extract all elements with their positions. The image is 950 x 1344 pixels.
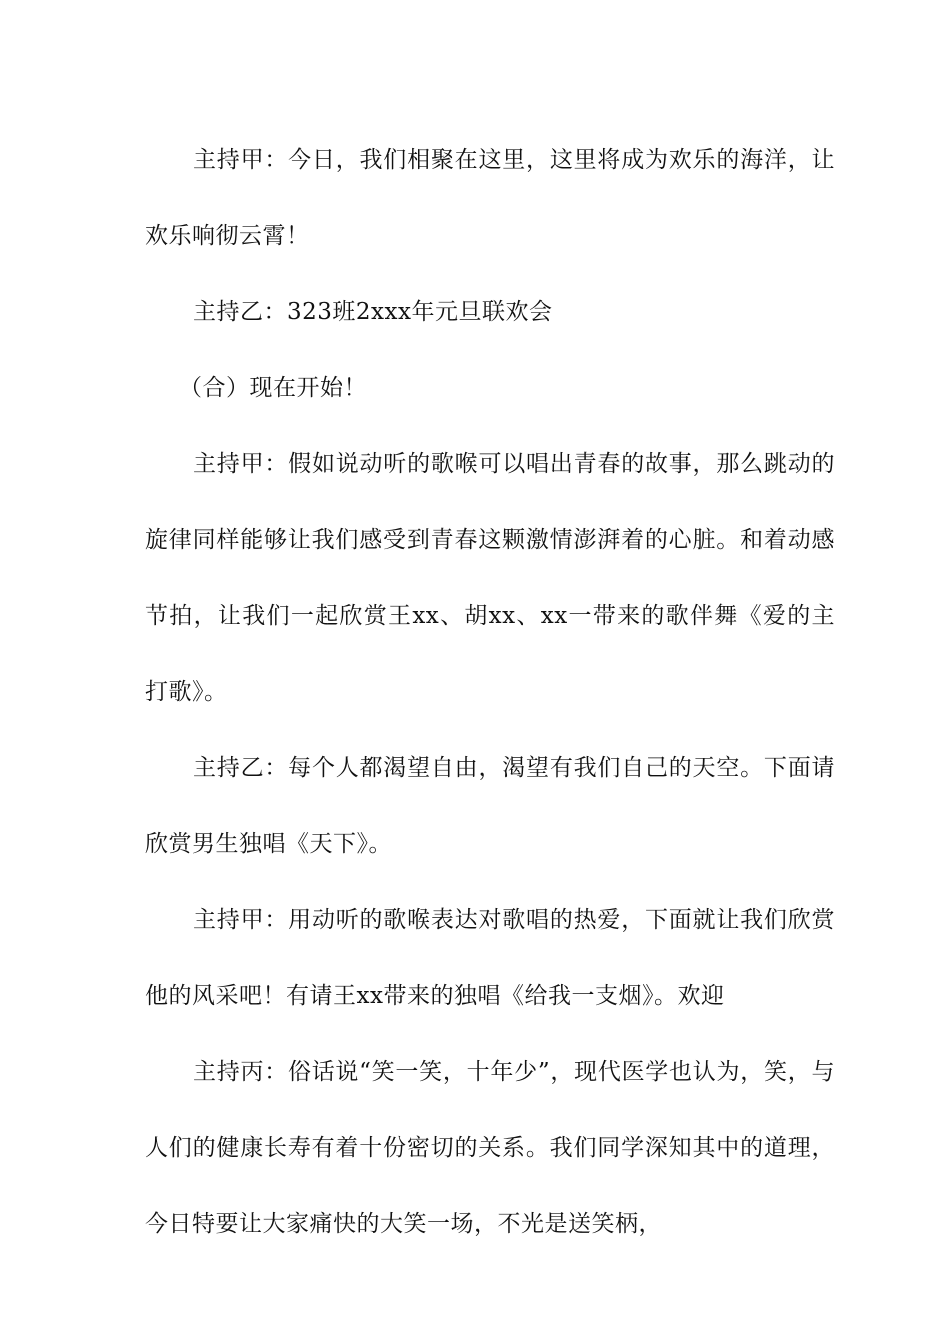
paragraph-host-b-solo: 主持乙：每个人都渴望自由，渴望有我们自己的天空。下面请欣赏男生独唱《天下》。 [145,755,835,857]
paragraph-host-c-comedy: 主持丙：俗话说“笑一笑，十年少”，现代医学也认为，笑，与人们的健康长寿有着十份密切的关系。我们同学深知其中的道理，今日特要让大家痛快的大笑一场，不光是送笑柄， [145,1059,835,1237]
paragraph-host-a-dance: 主持甲：假如说动听的歌喉可以唱出青春的故事，那么跳动的旋律同样能够让我们感受到青春这颗激情澎湃着的心脏。和着动感节拍，让我们一起欣赏王xx、胡xx、xx一带来的歌伴舞《爱的主打歌》。 [145,451,835,705]
paragraph-together-start: （合）现在开始！ [179,375,367,401]
paragraph-host-a-opening: 主持甲：今日，我们相聚在这里，这里将成为欢乐的海洋，让欢乐响彻云霄！ [145,147,835,249]
paragraph-host-a-solo: 主持甲：用动听的歌喉表达对歌唱的热爱，下面就让我们欣赏他的风采吧！有请王xx带来的独唱《给我一支烟》。欢迎 [145,907,835,1009]
paragraph-host-b-title: 主持乙：323班2xxx年元旦联欢会 [193,299,553,325]
document-body [145,122,835,1262]
